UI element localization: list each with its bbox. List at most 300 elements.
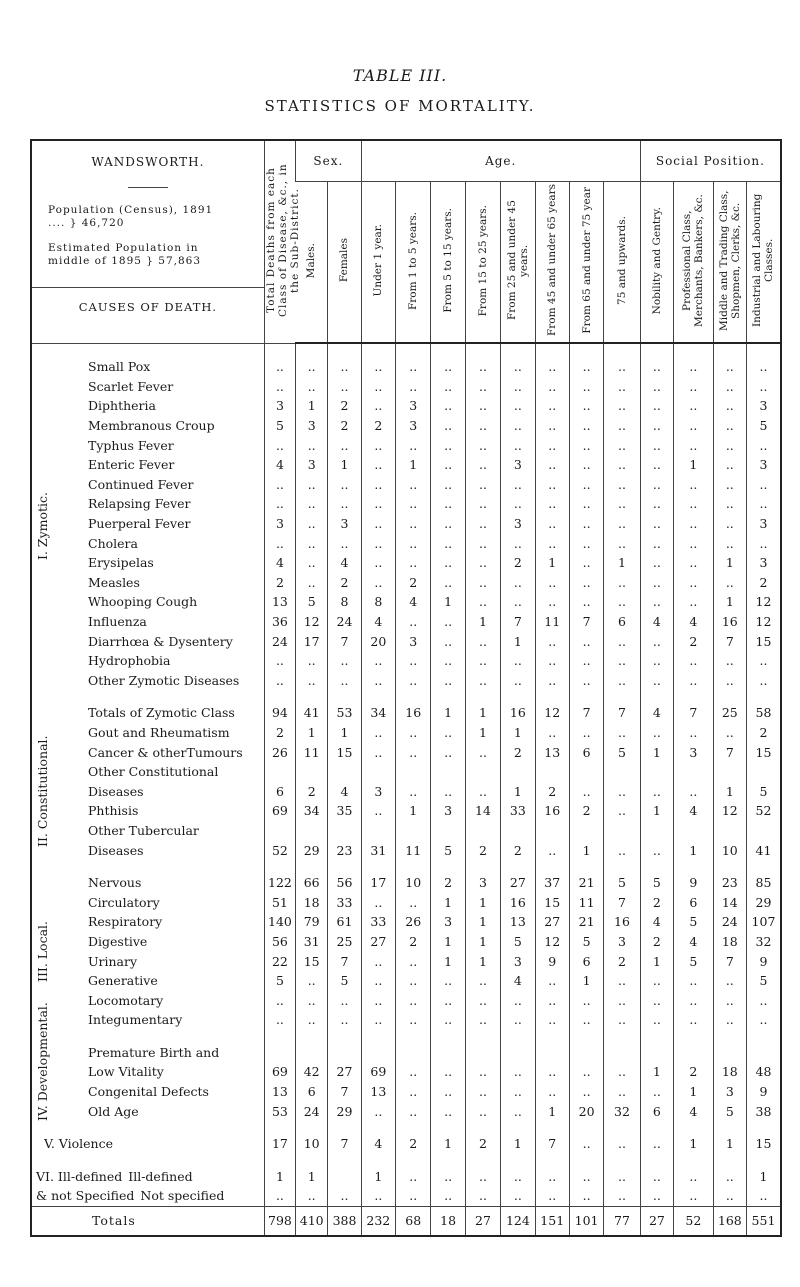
data-cell: 52 (674, 1206, 714, 1236)
header-age-2: From 5 to 15 years. (431, 182, 465, 344)
data-cell: .. (640, 1186, 673, 1206)
data-cell: 7 (713, 951, 746, 971)
data-cell: .. (746, 475, 781, 495)
data-cell: .. (746, 357, 781, 377)
data-cell: .. (674, 377, 714, 397)
data-cell (328, 762, 361, 782)
data-cell: .. (431, 494, 465, 514)
row-label: Scarlet Fever (88, 378, 174, 394)
data-cell: 7 (604, 703, 640, 723)
data-cell: .. (465, 990, 500, 1010)
data-cell: 15 (746, 631, 781, 651)
data-cell: .. (569, 1167, 603, 1187)
data-cell: 27 (328, 1062, 361, 1082)
data-cell: 2 (746, 573, 781, 593)
data-cell: 388 (328, 1206, 361, 1236)
data-cell: 12 (535, 932, 569, 952)
row-label-cell (31, 592, 264, 612)
data-cell: 16 (713, 612, 746, 632)
data-cell: 35 (328, 801, 361, 821)
data-cell: 5 (569, 932, 603, 952)
row-label: Other Constitutional (88, 764, 219, 780)
data-cell: .. (296, 533, 328, 553)
data-cell: 1 (431, 892, 465, 912)
data-cell (465, 762, 500, 782)
data-cell: 2 (396, 932, 431, 952)
data-cell: .. (361, 971, 395, 991)
data-cell: .. (465, 781, 500, 801)
row-label-cell (31, 435, 264, 455)
data-cell (328, 821, 361, 841)
data-cell: 3 (396, 631, 431, 651)
data-cell: .. (604, 435, 640, 455)
data-cell: .. (746, 533, 781, 553)
data-cell (431, 762, 465, 782)
data-cell: 4 (264, 455, 295, 475)
data-cell: 1 (501, 631, 535, 651)
data-cell: .. (569, 781, 603, 801)
data-cell: 24 (328, 612, 361, 632)
data-cell: 18 (713, 932, 746, 952)
data-cell: 4 (640, 612, 673, 632)
data-cell: 12 (713, 801, 746, 821)
data-cell: .. (604, 1167, 640, 1187)
row-label: Totals (92, 1213, 136, 1229)
data-cell: .. (640, 631, 673, 651)
data-cell: .. (431, 475, 465, 495)
data-cell: .. (465, 1167, 500, 1187)
table-row (31, 514, 781, 534)
data-cell: 31 (296, 932, 328, 952)
table-row (31, 1101, 781, 1121)
data-cell: 551 (746, 1206, 781, 1236)
data-cell: .. (431, 377, 465, 397)
row-label: Respiratory (88, 914, 163, 930)
table-row (31, 357, 781, 377)
data-cell: 29 (746, 892, 781, 912)
data-cell: 1 (431, 703, 465, 723)
row-label-cell (31, 971, 264, 991)
table-row (31, 494, 781, 514)
data-cell: 2 (674, 1062, 714, 1082)
data-cell: 1 (640, 742, 673, 762)
data-cell: 1 (674, 840, 714, 860)
row-label-cell (31, 416, 264, 436)
data-cell: 24 (713, 912, 746, 932)
data-cell: 1 (604, 553, 640, 573)
data-cell: 53 (328, 703, 361, 723)
header-age-7: 75 and upwards. (604, 182, 640, 344)
row-label-cell (31, 514, 264, 534)
data-cell: 68 (396, 1206, 431, 1236)
data-cell: 32 (604, 1101, 640, 1121)
data-cell: .. (640, 475, 673, 495)
data-cell: 1 (535, 1101, 569, 1121)
data-cell (361, 762, 395, 782)
row-label-cell (31, 533, 264, 553)
data-cell: 1 (465, 912, 500, 932)
table-row (31, 1134, 781, 1154)
table-row (31, 781, 781, 801)
data-cell: .. (296, 971, 328, 991)
data-cell: .. (535, 494, 569, 514)
data-cell: 52 (746, 801, 781, 821)
data-cell: .. (431, 1186, 465, 1206)
data-cell: .. (396, 475, 431, 495)
data-cell: 5 (674, 951, 714, 971)
data-cell: 2 (674, 631, 714, 651)
data-cell: .. (431, 416, 465, 436)
data-cell: .. (361, 475, 395, 495)
data-cell: .. (264, 494, 295, 514)
data-cell: 26 (396, 912, 431, 932)
data-cell: 6 (674, 892, 714, 912)
data-cell: 17 (264, 1134, 295, 1154)
data-cell: 1 (431, 1134, 465, 1154)
data-cell: .. (264, 475, 295, 495)
data-cell (713, 762, 746, 782)
data-cell: 9 (535, 951, 569, 971)
row-label-cell (31, 377, 264, 397)
data-cell: .. (501, 494, 535, 514)
data-cell: .. (465, 435, 500, 455)
data-cell: .. (501, 1082, 535, 1102)
data-cell: .. (604, 840, 640, 860)
mortality-table (30, 139, 782, 1237)
data-cell: 2 (501, 553, 535, 573)
data-cell: 7 (604, 892, 640, 912)
data-cell: .. (465, 1010, 500, 1030)
table-row (31, 703, 781, 723)
row-label: Urinary (88, 953, 138, 969)
data-cell: 7 (328, 631, 361, 651)
data-cell: .. (465, 475, 500, 495)
data-cell: .. (713, 416, 746, 436)
row-label: Low Vitality (88, 1064, 164, 1080)
data-cell: .. (640, 1167, 673, 1187)
data-cell: .. (296, 1010, 328, 1030)
data-cell: 7 (328, 951, 361, 971)
data-cell: 4 (328, 553, 361, 573)
data-cell: 7 (713, 631, 746, 651)
data-cell: 3 (396, 396, 431, 416)
row-label-cell (31, 1062, 264, 1082)
data-cell: .. (535, 1062, 569, 1082)
data-cell: .. (569, 435, 603, 455)
table-row (31, 1043, 781, 1063)
data-cell: 2 (396, 1134, 431, 1154)
data-cell: 10 (713, 840, 746, 860)
data-cell (604, 1043, 640, 1063)
data-cell: .. (746, 494, 781, 514)
data-cell: 16 (535, 801, 569, 821)
table-row (31, 631, 781, 651)
data-cell: .. (604, 494, 640, 514)
data-cell: .. (640, 455, 673, 475)
data-cell: 24 (264, 631, 295, 651)
row-label: Hydrophobia (88, 653, 171, 669)
table-row (31, 396, 781, 416)
data-cell: 7 (501, 612, 535, 632)
data-cell: 18 (296, 892, 328, 912)
row-label-cell (31, 494, 264, 514)
table-row (31, 1186, 781, 1206)
data-cell: 17 (361, 873, 395, 893)
data-cell: 13 (501, 912, 535, 932)
data-cell (264, 762, 295, 782)
data-cell: .. (535, 455, 569, 475)
data-cell: 4 (501, 971, 535, 991)
data-cell (569, 762, 603, 782)
data-cell: .. (640, 592, 673, 612)
header-age-1: From 1 to 5 years. (396, 182, 431, 344)
data-cell: 2 (501, 840, 535, 860)
data-cell: 41 (746, 840, 781, 860)
data-cell: .. (604, 533, 640, 553)
data-cell: .. (535, 592, 569, 612)
table-row (31, 723, 781, 743)
data-cell: 2 (328, 573, 361, 593)
row-label: Diarrhœa & Dysentery (88, 633, 233, 649)
header-social-2: Middle and Trading Class, Shopmen, Clerks, &c. (713, 182, 746, 344)
header-age-3: From 15 to 25 years. (465, 182, 500, 344)
row-label: Diseases (88, 842, 144, 858)
table-row (31, 592, 781, 612)
data-cell: .. (431, 990, 465, 1010)
data-cell: 107 (746, 912, 781, 932)
data-cell: .. (431, 455, 465, 475)
data-cell: .. (535, 671, 569, 691)
data-cell: .. (296, 573, 328, 593)
data-cell: 5 (746, 971, 781, 991)
row-label-cell (31, 1206, 264, 1236)
data-cell: .. (328, 377, 361, 397)
data-cell: .. (465, 533, 500, 553)
data-cell: .. (674, 592, 714, 612)
table-row (31, 990, 781, 1010)
data-cell: 5 (674, 912, 714, 932)
row-label-cell (31, 742, 264, 762)
data-cell: .. (640, 1082, 673, 1102)
data-cell: .. (569, 514, 603, 534)
data-cell: .. (674, 990, 714, 1010)
data-cell: 42 (296, 1062, 328, 1082)
data-cell: 13 (535, 742, 569, 762)
data-cell: 12 (746, 612, 781, 632)
data-cell: 4 (396, 592, 431, 612)
data-cell: 9 (746, 1082, 781, 1102)
row-label: Small Pox (88, 359, 151, 375)
data-cell: 2 (640, 932, 673, 952)
data-cell: .. (328, 1010, 361, 1030)
data-cell: .. (396, 533, 431, 553)
data-cell: .. (535, 396, 569, 416)
data-cell (746, 1043, 781, 1063)
data-cell: .. (465, 396, 500, 416)
data-cell: 1 (264, 1167, 295, 1187)
data-cell: .. (361, 435, 395, 455)
data-cell: 5 (431, 840, 465, 860)
data-cell: 2 (296, 781, 328, 801)
data-cell: 15 (746, 1134, 781, 1154)
table-row (31, 912, 781, 932)
data-cell (328, 1043, 361, 1063)
data-cell: .. (431, 631, 465, 651)
data-cell: .. (361, 801, 395, 821)
data-cell: .. (604, 971, 640, 991)
row-label-cell (31, 912, 264, 932)
row-label-cell (31, 781, 264, 801)
data-cell: .. (535, 573, 569, 593)
data-cell: 1 (640, 951, 673, 971)
data-cell: .. (296, 357, 328, 377)
data-cell: 26 (264, 742, 295, 762)
data-cell: 1 (640, 801, 673, 821)
table-row (31, 1167, 781, 1187)
data-cell: 37 (535, 873, 569, 893)
data-cell: .. (674, 671, 714, 691)
data-cell: .. (535, 1010, 569, 1030)
data-cell: 5 (296, 592, 328, 612)
data-cell: .. (296, 514, 328, 534)
data-cell: .. (396, 553, 431, 573)
data-cell: .. (713, 396, 746, 416)
row-label: Digestive (88, 933, 148, 949)
data-cell: .. (396, 1101, 431, 1121)
data-cell: .. (713, 651, 746, 671)
data-cell: .. (535, 840, 569, 860)
data-cell: .. (264, 651, 295, 671)
data-cell: 36 (264, 612, 295, 632)
data-cell: .. (713, 971, 746, 991)
data-cell: 410 (296, 1206, 328, 1236)
data-cell: .. (396, 742, 431, 762)
data-cell: 5 (604, 873, 640, 893)
header-social-1: Professional Class, Merchants, Bankers, &c. (674, 182, 714, 344)
table-row (31, 801, 781, 821)
data-cell: 12 (746, 592, 781, 612)
group-label: III. Local. (35, 920, 50, 982)
data-cell: 16 (501, 703, 535, 723)
table-row (31, 455, 781, 475)
data-cell: 33 (328, 892, 361, 912)
data-cell: 5 (264, 971, 295, 991)
data-cell: .. (501, 573, 535, 593)
data-cell: 17 (296, 631, 328, 651)
row-label: Phthisis (88, 803, 139, 819)
data-cell: .. (674, 651, 714, 671)
table-row (31, 873, 781, 893)
data-cell: 15 (328, 742, 361, 762)
data-cell: 6 (569, 742, 603, 762)
header-social-0: Nobility and Gentry. (640, 182, 673, 344)
table-row (31, 553, 781, 573)
data-cell: .. (264, 1010, 295, 1030)
data-cell: 15 (535, 892, 569, 912)
data-cell: 3 (746, 514, 781, 534)
data-cell: .. (328, 533, 361, 553)
data-cell: 27 (535, 912, 569, 932)
data-cell: 1 (501, 781, 535, 801)
data-cell: .. (713, 1010, 746, 1030)
data-cell: .. (296, 377, 328, 397)
data-cell: 2 (465, 840, 500, 860)
row-label-cell (31, 631, 264, 651)
data-cell: .. (569, 573, 603, 593)
data-cell: .. (431, 1010, 465, 1030)
row-label-cell (31, 1010, 264, 1030)
data-cell: 24 (296, 1101, 328, 1121)
data-cell: .. (431, 781, 465, 801)
data-cell: .. (501, 377, 535, 397)
data-cell: .. (640, 840, 673, 860)
data-cell: .. (465, 377, 500, 397)
data-cell: .. (396, 494, 431, 514)
data-cell: 4 (328, 781, 361, 801)
row-label: Congenital Defects (88, 1084, 209, 1100)
data-cell: .. (604, 671, 640, 691)
data-cell: 16 (501, 892, 535, 912)
data-cell: .. (361, 514, 395, 534)
table-row (31, 1082, 781, 1102)
data-cell: 25 (713, 703, 746, 723)
data-cell: .. (604, 631, 640, 651)
data-cell (465, 821, 500, 841)
row-label: V. Violence (44, 1136, 113, 1152)
data-cell: 3 (296, 455, 328, 475)
data-cell: .. (501, 1167, 535, 1187)
data-cell: .. (465, 455, 500, 475)
data-cell: .. (465, 592, 500, 612)
data-cell: .. (640, 990, 673, 1010)
table-row (31, 1010, 781, 1030)
data-cell: 3 (328, 514, 361, 534)
data-cell: 3 (431, 801, 465, 821)
header-district-cell (31, 140, 264, 343)
data-cell: .. (713, 455, 746, 475)
table-row (31, 951, 781, 971)
data-cell: 6 (640, 1101, 673, 1121)
data-cell: 2 (569, 801, 603, 821)
divider (32, 287, 264, 288)
data-cell: .. (569, 1082, 603, 1102)
data-cell: .. (361, 494, 395, 514)
data-cell: 2 (328, 396, 361, 416)
data-cell: .. (746, 651, 781, 671)
data-cell: 1 (431, 951, 465, 971)
data-cell: 8 (361, 592, 395, 612)
data-cell: 61 (328, 912, 361, 932)
data-cell (396, 821, 431, 841)
row-label-cell (31, 932, 264, 952)
data-cell: 4 (640, 703, 673, 723)
data-cell: .. (713, 494, 746, 514)
data-cell: .. (569, 1010, 603, 1030)
data-cell (465, 1043, 500, 1063)
data-cell: .. (361, 357, 395, 377)
data-cell: 1 (674, 1134, 714, 1154)
data-cell: 21 (569, 912, 603, 932)
data-cell: .. (535, 651, 569, 671)
data-cell: .. (535, 416, 569, 436)
data-cell: .. (674, 416, 714, 436)
data-cell: .. (361, 1186, 395, 1206)
data-cell: .. (640, 1134, 673, 1154)
population-census: Population (Census), 1891 .... } 46,720 (48, 204, 214, 230)
data-cell: .. (535, 377, 569, 397)
data-cell: .. (431, 573, 465, 593)
data-cell: 1 (361, 1167, 395, 1187)
